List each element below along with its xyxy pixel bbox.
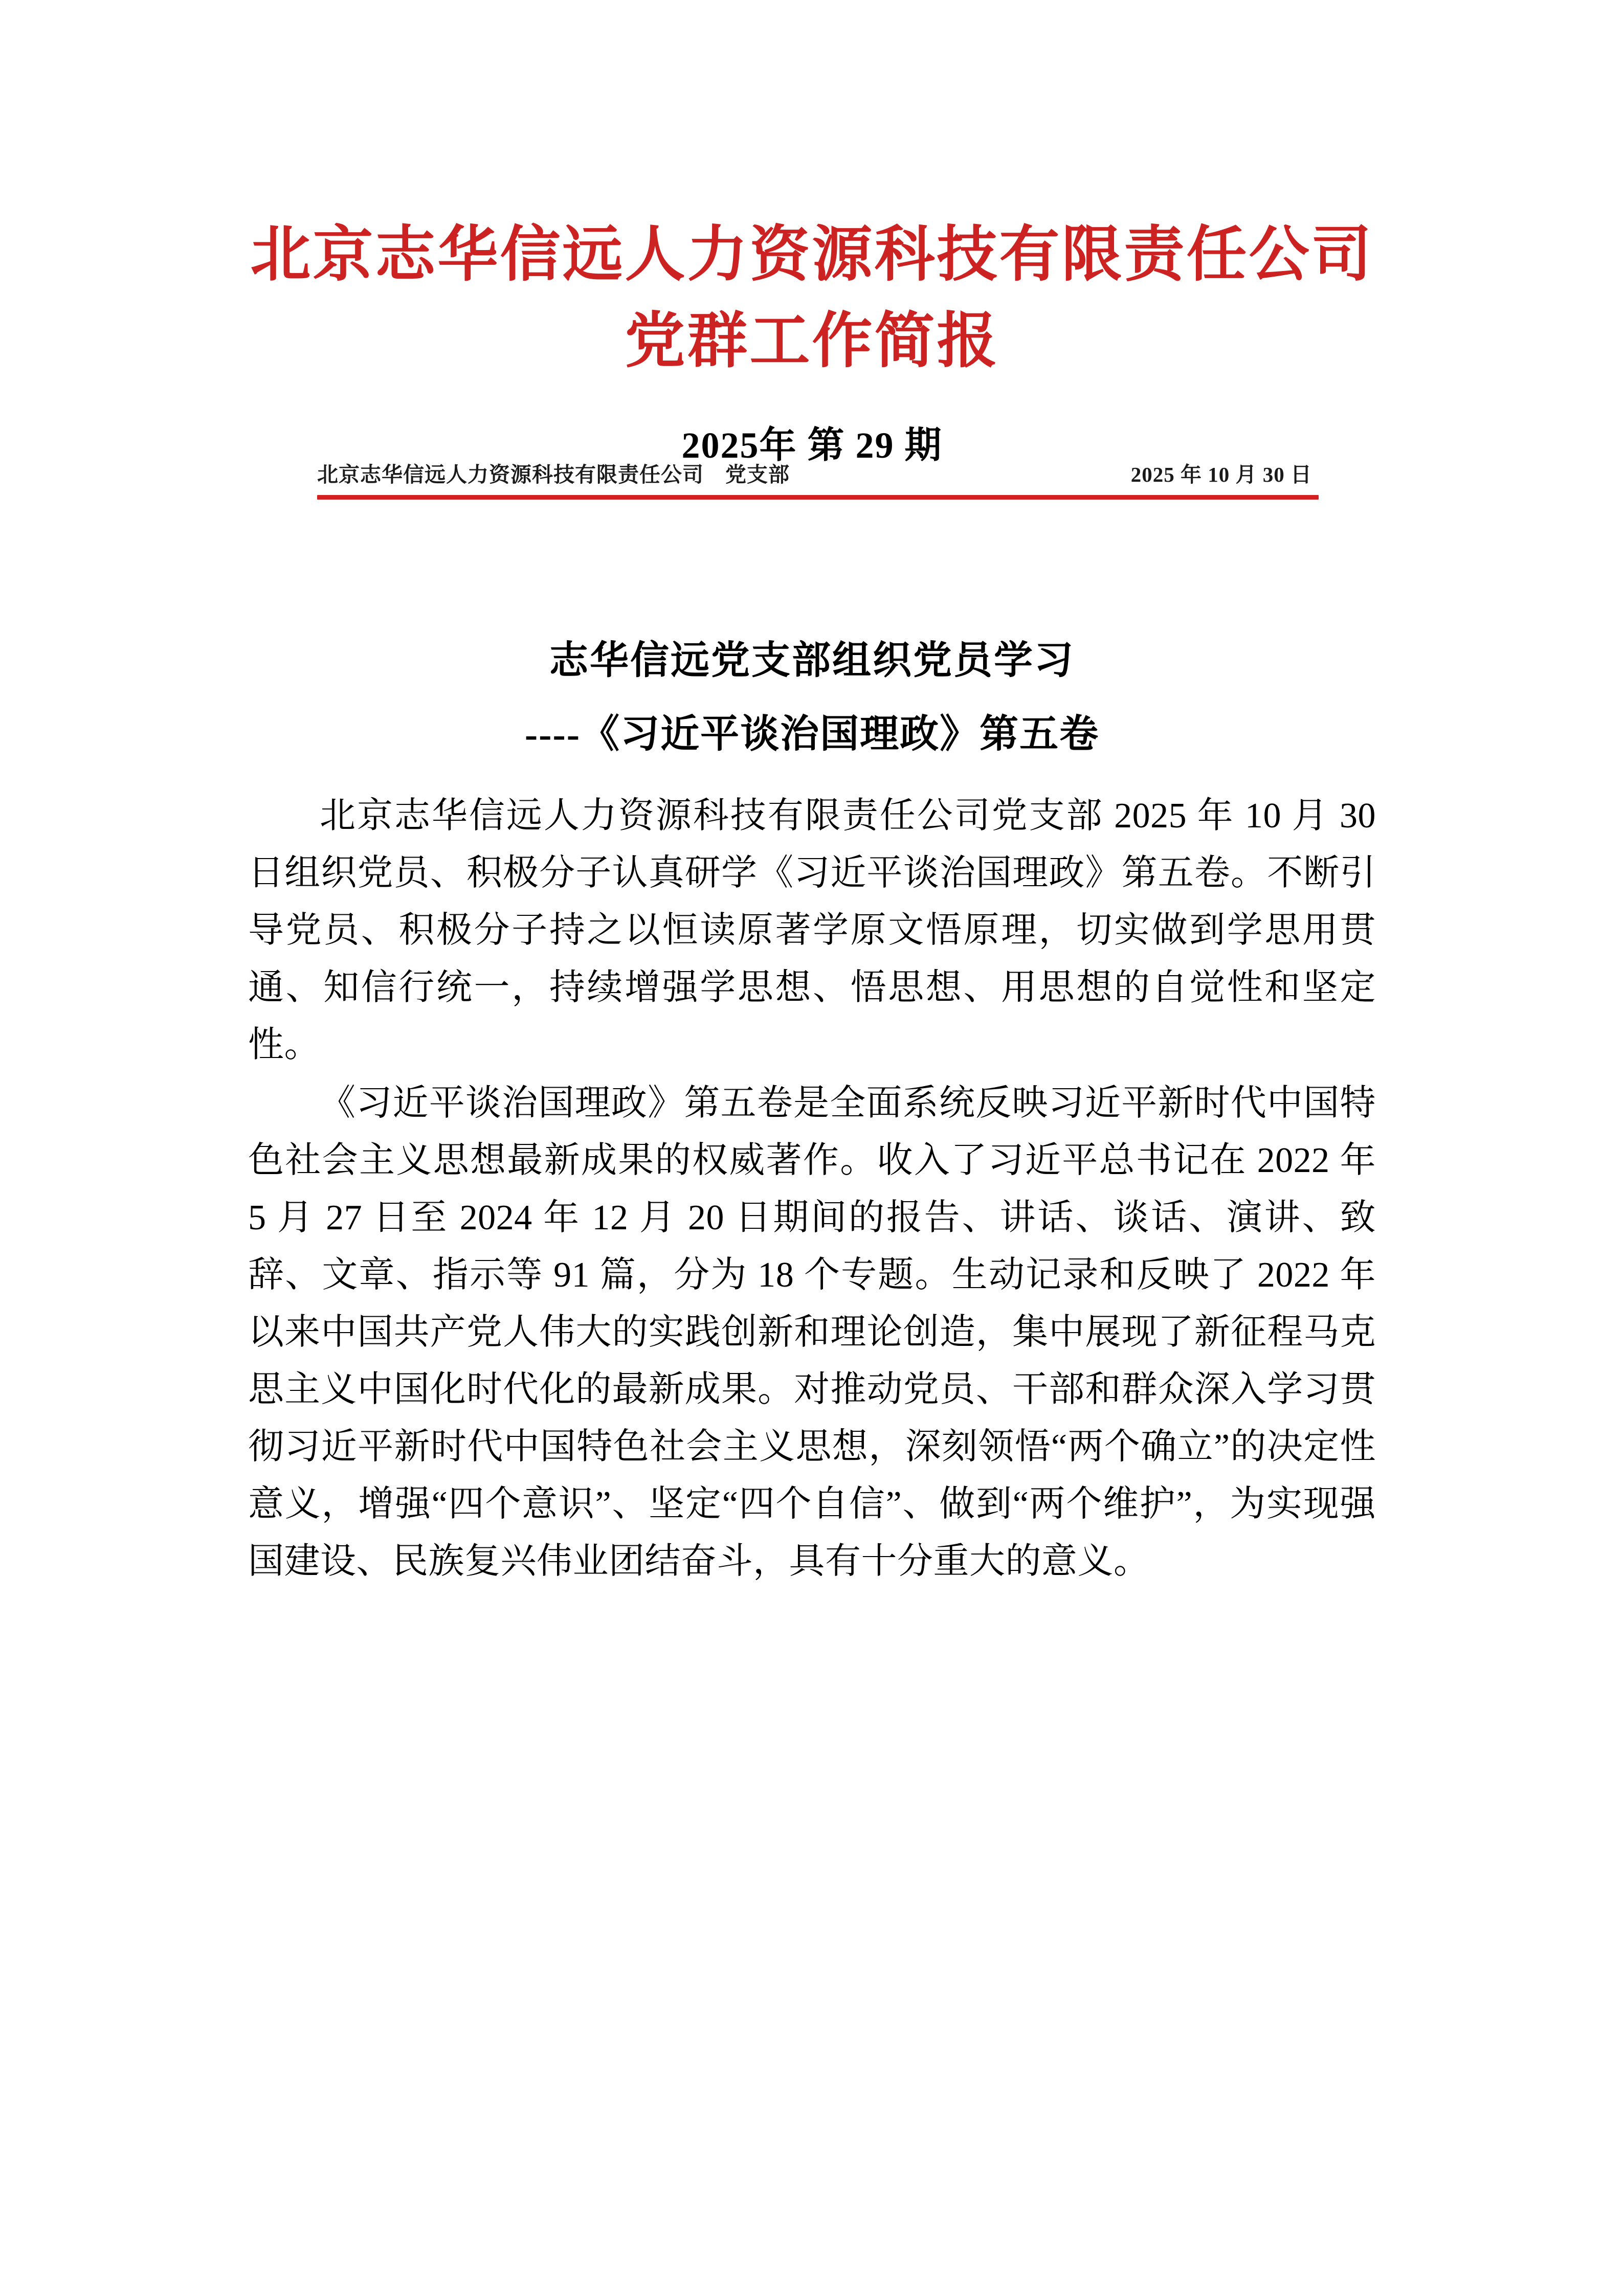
article-body — [248, 787, 1376, 1590]
masthead-imprint-row — [317, 458, 1317, 488]
article-subtitle: ----《习近平谈治国理政》第五卷 — [524, 712, 1100, 756]
masthead-publisher: 北京志华信远人力资源科技有限责任公司 党支部 — [317, 463, 790, 486]
article-title: 志华信远党支部组织党员学习 — [549, 639, 1075, 682]
masthead-date: 2025 年 10 月 30 日 — [1130, 463, 1312, 486]
article-paragraph: 《习近平谈治国理政》第五卷是全面系统反映习近平新时代中国特色社会主义思想最新成果的权威著作。收入了习近平总书记在 2022 年 5 月 27 日至 2024 年 12 月 20 日期间的报告、讲话、谈话、演讲、致辞、文章、指示等 91 篇，分为 18 个专题。生动记录和反映了 2022 年以来中国共产党人伟大的实践创新和理论创造，集中展现了新征程马克思主义中国化时代化的最新成果。对推动党员、干部和群众深入学习贯彻习近平新时代中国特色社会主义思想，深刻领悟“两个确立”的决定性意义，增强“四个意识”、坚定“四个自信”、做到“两个维护”，为实现强国建设、民族复兴伟业团结奋斗，具有十分重大的意义。 — [248, 1084, 1376, 1582]
masthead-issue-line: 2025年 第 29 期 — [681, 424, 943, 466]
masthead-org-title-line1: 北京志华信远人力资源科技有限责任公司 — [250, 221, 1374, 288]
article-paragraph: 北京志华信远人力资源科技有限责任公司党支部 2025 年 10 月 30 日组织党员、积极分子认真研学《习近平谈治国理政》第五卷。不断引导党员、积极分子持之以恒读原著学原文悟原理，切实做到学思用贯通、知信行统一，持续增强学思想、悟思想、用思想的自觉性和坚定性。 — [248, 796, 1376, 1065]
masthead — [0, 0, 1624, 468]
masthead-org-title-line2: 党群工作简报 — [625, 307, 999, 375]
masthead-red-rule — [317, 495, 1319, 500]
article — [248, 632, 1376, 1591]
